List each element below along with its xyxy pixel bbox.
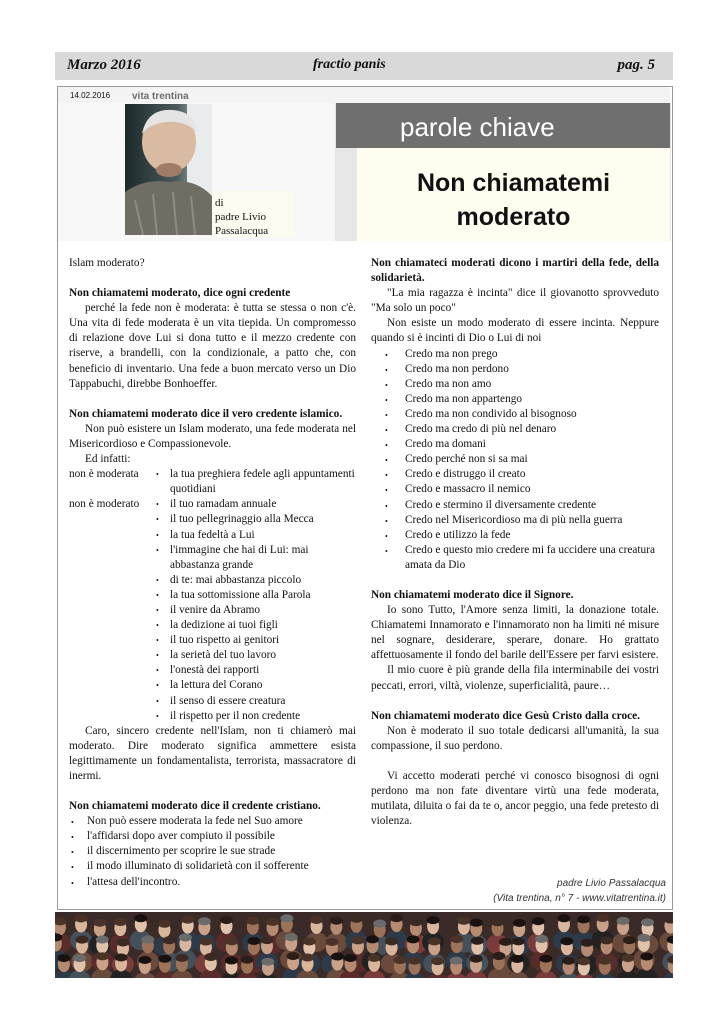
grid-row bbox=[69, 573, 356, 588]
grid-text: il tuo pellegrinaggio alla Mecca bbox=[170, 513, 314, 526]
grid-text: la tua fedeltà a Lui bbox=[170, 528, 255, 541]
grid-label bbox=[69, 678, 156, 693]
section-heading: Non chiamatemi moderato dice il Signore. bbox=[371, 588, 574, 601]
right-column bbox=[371, 256, 659, 829]
grid-row bbox=[69, 588, 356, 603]
grid-label bbox=[69, 618, 156, 633]
grid-label bbox=[69, 588, 156, 603]
caption-line: di bbox=[215, 197, 224, 209]
author-caption bbox=[215, 196, 268, 238]
list-item: • Credo ma non amo bbox=[371, 377, 659, 392]
grid-label: non è moderata bbox=[69, 468, 139, 481]
grid-text: l'onestà dei rapporti bbox=[170, 664, 260, 677]
paragraph: Caro, sincero credente nell'Islam, non ti chiamerò mai moderato. Dire moderato significa ammettere esista legittimamente un fondamentalista, terrorista, massacratore di inermi. bbox=[69, 724, 356, 782]
section-heading: Non chiamateci moderati dicono i martiri della fede, della solidarietà. bbox=[371, 257, 659, 285]
bullet-icon: • bbox=[156, 666, 159, 676]
list-item: • Credo ma non perdono bbox=[371, 362, 659, 377]
bullet-icon: • bbox=[156, 545, 159, 555]
signature-author: padre Livio Passalacqua bbox=[557, 878, 666, 889]
grid-row bbox=[69, 528, 356, 543]
section-heading: Non chiamatemi moderato dice Gesù Cristo dalla croce. bbox=[371, 709, 640, 722]
bullet-list bbox=[69, 814, 356, 889]
grid-row bbox=[69, 512, 356, 527]
list-item: • Non può essere moderata la fede nel Suo amore bbox=[69, 814, 356, 829]
grid-text: il tuo ramadam annuale bbox=[170, 498, 277, 511]
grid-text: la dedizione ai tuoi figli bbox=[170, 619, 278, 632]
signature-reference: (Vita trentina, n° 7 - www.vitatrentina.it) bbox=[493, 893, 666, 904]
paragraph: Non può esistere un Islam moderato, una fede moderata nel Misericordioso e Compassionevole. bbox=[69, 422, 356, 450]
list-item: • Credo e questo mio credere mi fa uccidere una creatura amata da Dio bbox=[371, 543, 659, 573]
grid-row bbox=[69, 543, 356, 573]
list-item: • Credo e distruggo il creato bbox=[371, 467, 659, 482]
list-item: • Credo nel Misericordioso ma di più nella guerra bbox=[371, 513, 659, 528]
list-item: • l'affidarsi dopo aver compiuto il possibile bbox=[69, 829, 356, 844]
grid-label bbox=[69, 603, 156, 618]
section-heading: Non chiamatemi moderato, dice ogni credente bbox=[69, 287, 291, 300]
grid-label bbox=[69, 512, 156, 527]
grid-label bbox=[69, 709, 156, 724]
paragraph: Vi accetto moderati perché vi conosco bisognosi di ogni perdono ma non fate diventare virtù una fede moderata, mutilata, diluita o fai da te o, ancor peggio, una fede pretesto di violenza. bbox=[371, 769, 659, 828]
crowd-photo bbox=[55, 912, 673, 978]
bullet-icon: • bbox=[156, 651, 159, 661]
bullet-icon: • bbox=[156, 681, 159, 691]
grid-text: la serietà del tuo lavoro bbox=[170, 649, 277, 662]
grid-text: il venire da Abramo bbox=[170, 603, 261, 616]
list-item: • Credo perché non si sa mai bbox=[371, 452, 659, 467]
grid-label bbox=[69, 633, 156, 648]
grid-row bbox=[69, 618, 356, 633]
list-item: • Credo ma domani bbox=[371, 437, 659, 452]
grid-row bbox=[69, 663, 356, 678]
grid-row bbox=[69, 603, 356, 618]
paragraph: Il mio cuore è più grande della fila interminabile dei vostri peccati, errori, viltà, violenze, superficialità, paure… bbox=[371, 664, 659, 692]
paragraph: Non è moderato il suo totale dedicarsi all'umanità, la sua compassione, il suo perdono. bbox=[371, 724, 659, 752]
grid-label bbox=[69, 648, 156, 663]
page-number: pag. 5 bbox=[617, 57, 655, 73]
grid-label: non è moderato bbox=[69, 498, 140, 511]
list-item: • Credo ma credo di più nel denaro bbox=[371, 422, 659, 437]
grid-label bbox=[69, 663, 156, 678]
grid-text: la tua preghiera fedele agli appuntamenti quotidiani bbox=[170, 468, 355, 496]
grid-label bbox=[69, 694, 156, 709]
author-photo bbox=[125, 104, 212, 235]
moderation-grid bbox=[69, 467, 356, 724]
bullet-icon: • bbox=[156, 605, 159, 615]
grid-row bbox=[69, 633, 356, 648]
grid-text: la lettura del Corano bbox=[170, 679, 263, 692]
paragraph: Ed infatti: bbox=[85, 453, 131, 466]
list-item: • Credo e utilizzo la fede bbox=[371, 528, 659, 543]
grid-label bbox=[69, 543, 156, 573]
grid-row bbox=[69, 709, 356, 724]
grid-text: il tuo rispetto ai genitori bbox=[170, 634, 280, 647]
bullet-icon: • bbox=[156, 636, 159, 646]
section-label: parole chiave bbox=[400, 112, 555, 142]
list-item: • il discernimento per scoprire le sue strade bbox=[69, 844, 356, 859]
grid-row bbox=[69, 497, 356, 512]
paragraph: "La mia ragazza è incinta" dice il giovanotto sprovveduto "Ma solo un poco" bbox=[371, 287, 659, 315]
bullet-icon: • bbox=[156, 590, 159, 600]
bullet-icon: • bbox=[156, 621, 159, 631]
list-item: • Credo e massacro il nemico bbox=[371, 482, 659, 497]
grid-row bbox=[69, 467, 356, 497]
bullet-icon: • bbox=[156, 515, 159, 525]
title-line: moderato bbox=[456, 203, 571, 231]
article-source: vita trentina bbox=[132, 91, 189, 102]
bullet-icon: • bbox=[156, 470, 159, 480]
intro-text: Islam moderato? bbox=[69, 257, 145, 269]
grid-label bbox=[69, 528, 156, 543]
grid-row bbox=[69, 694, 356, 709]
list-item: • Credo ma non prego bbox=[371, 347, 659, 362]
title-line: Non chiamatemi bbox=[416, 169, 611, 197]
grid-label bbox=[69, 573, 156, 588]
page-header bbox=[55, 52, 673, 80]
list-item: • Credo e stermino il diversamente credente bbox=[371, 498, 659, 513]
article-date: 14.02.2016 bbox=[70, 91, 111, 100]
signature bbox=[493, 876, 666, 906]
publication-name: fractio panis bbox=[313, 57, 386, 72]
list-item: • Credo ma non appartengo bbox=[371, 392, 659, 407]
grid-text: l'immagine che hai di Lui: mai abbastanza grande bbox=[170, 543, 309, 571]
grid-text: la tua sottomissione alla Parola bbox=[170, 588, 311, 601]
section-heading: Non chiamatemi moderato dice il vero credente islamico. bbox=[69, 407, 343, 420]
bullet-list bbox=[371, 347, 659, 573]
left-column bbox=[69, 256, 356, 890]
list-item: • Credo ma non condivido al bisognoso bbox=[371, 407, 659, 422]
paragraph: perché la fede non è moderata: è tutta se stessa o non c'è. Una vita di fede moderata è un vita tiepida. Un compromesso di relazione dove Lui si dona tutto e il mezzo credente con riserve, a brandelli, con la condizionale, a patto che, con beneficio di inventario. Una fede a buon mercato verso un Dio Tappabuchi, direbbe Bonhoeffer. bbox=[69, 302, 356, 390]
bullet-icon: • bbox=[156, 575, 159, 585]
grid-text: di te: mai abbastanza piccolo bbox=[170, 573, 302, 586]
grid-row bbox=[69, 678, 356, 693]
list-item: • l'attesa dell'incontro. bbox=[69, 875, 356, 890]
caption-line: padre Livio bbox=[215, 211, 267, 223]
list-item: • il modo illuminato di solidarietà con il sofferente bbox=[69, 859, 356, 874]
paragraph: Io sono Tutto, l'Amore senza limiti, la donazione totale. Chiamatemi Innamorato e l'innamorato non ha limiti né misure nel sognare, desiderare, sperare, donare. Ho grattato affettuosamente il fondo del barile dell'Essere per farvi esistere. bbox=[371, 604, 659, 662]
section-heading: Non chiamatemi moderato dice il credente cristiano. bbox=[69, 800, 321, 813]
grid-text: il rispetto per il non credente bbox=[170, 709, 301, 722]
bullet-icon: • bbox=[156, 500, 159, 510]
paragraph: Non esiste un modo moderato di essere incinta. Neppure quando si è incinti di Dio o Lui di noi bbox=[371, 317, 659, 345]
bullet-icon: • bbox=[156, 530, 159, 540]
issue-month: Marzo 2016 bbox=[67, 57, 141, 73]
article-title bbox=[357, 166, 670, 234]
grid-text: il senso di essere creatura bbox=[170, 694, 286, 707]
grid-row bbox=[69, 648, 356, 663]
caption-line: Passalacqua bbox=[215, 225, 269, 237]
bullet-icon: • bbox=[156, 696, 159, 706]
bullet-icon: • bbox=[156, 711, 159, 721]
